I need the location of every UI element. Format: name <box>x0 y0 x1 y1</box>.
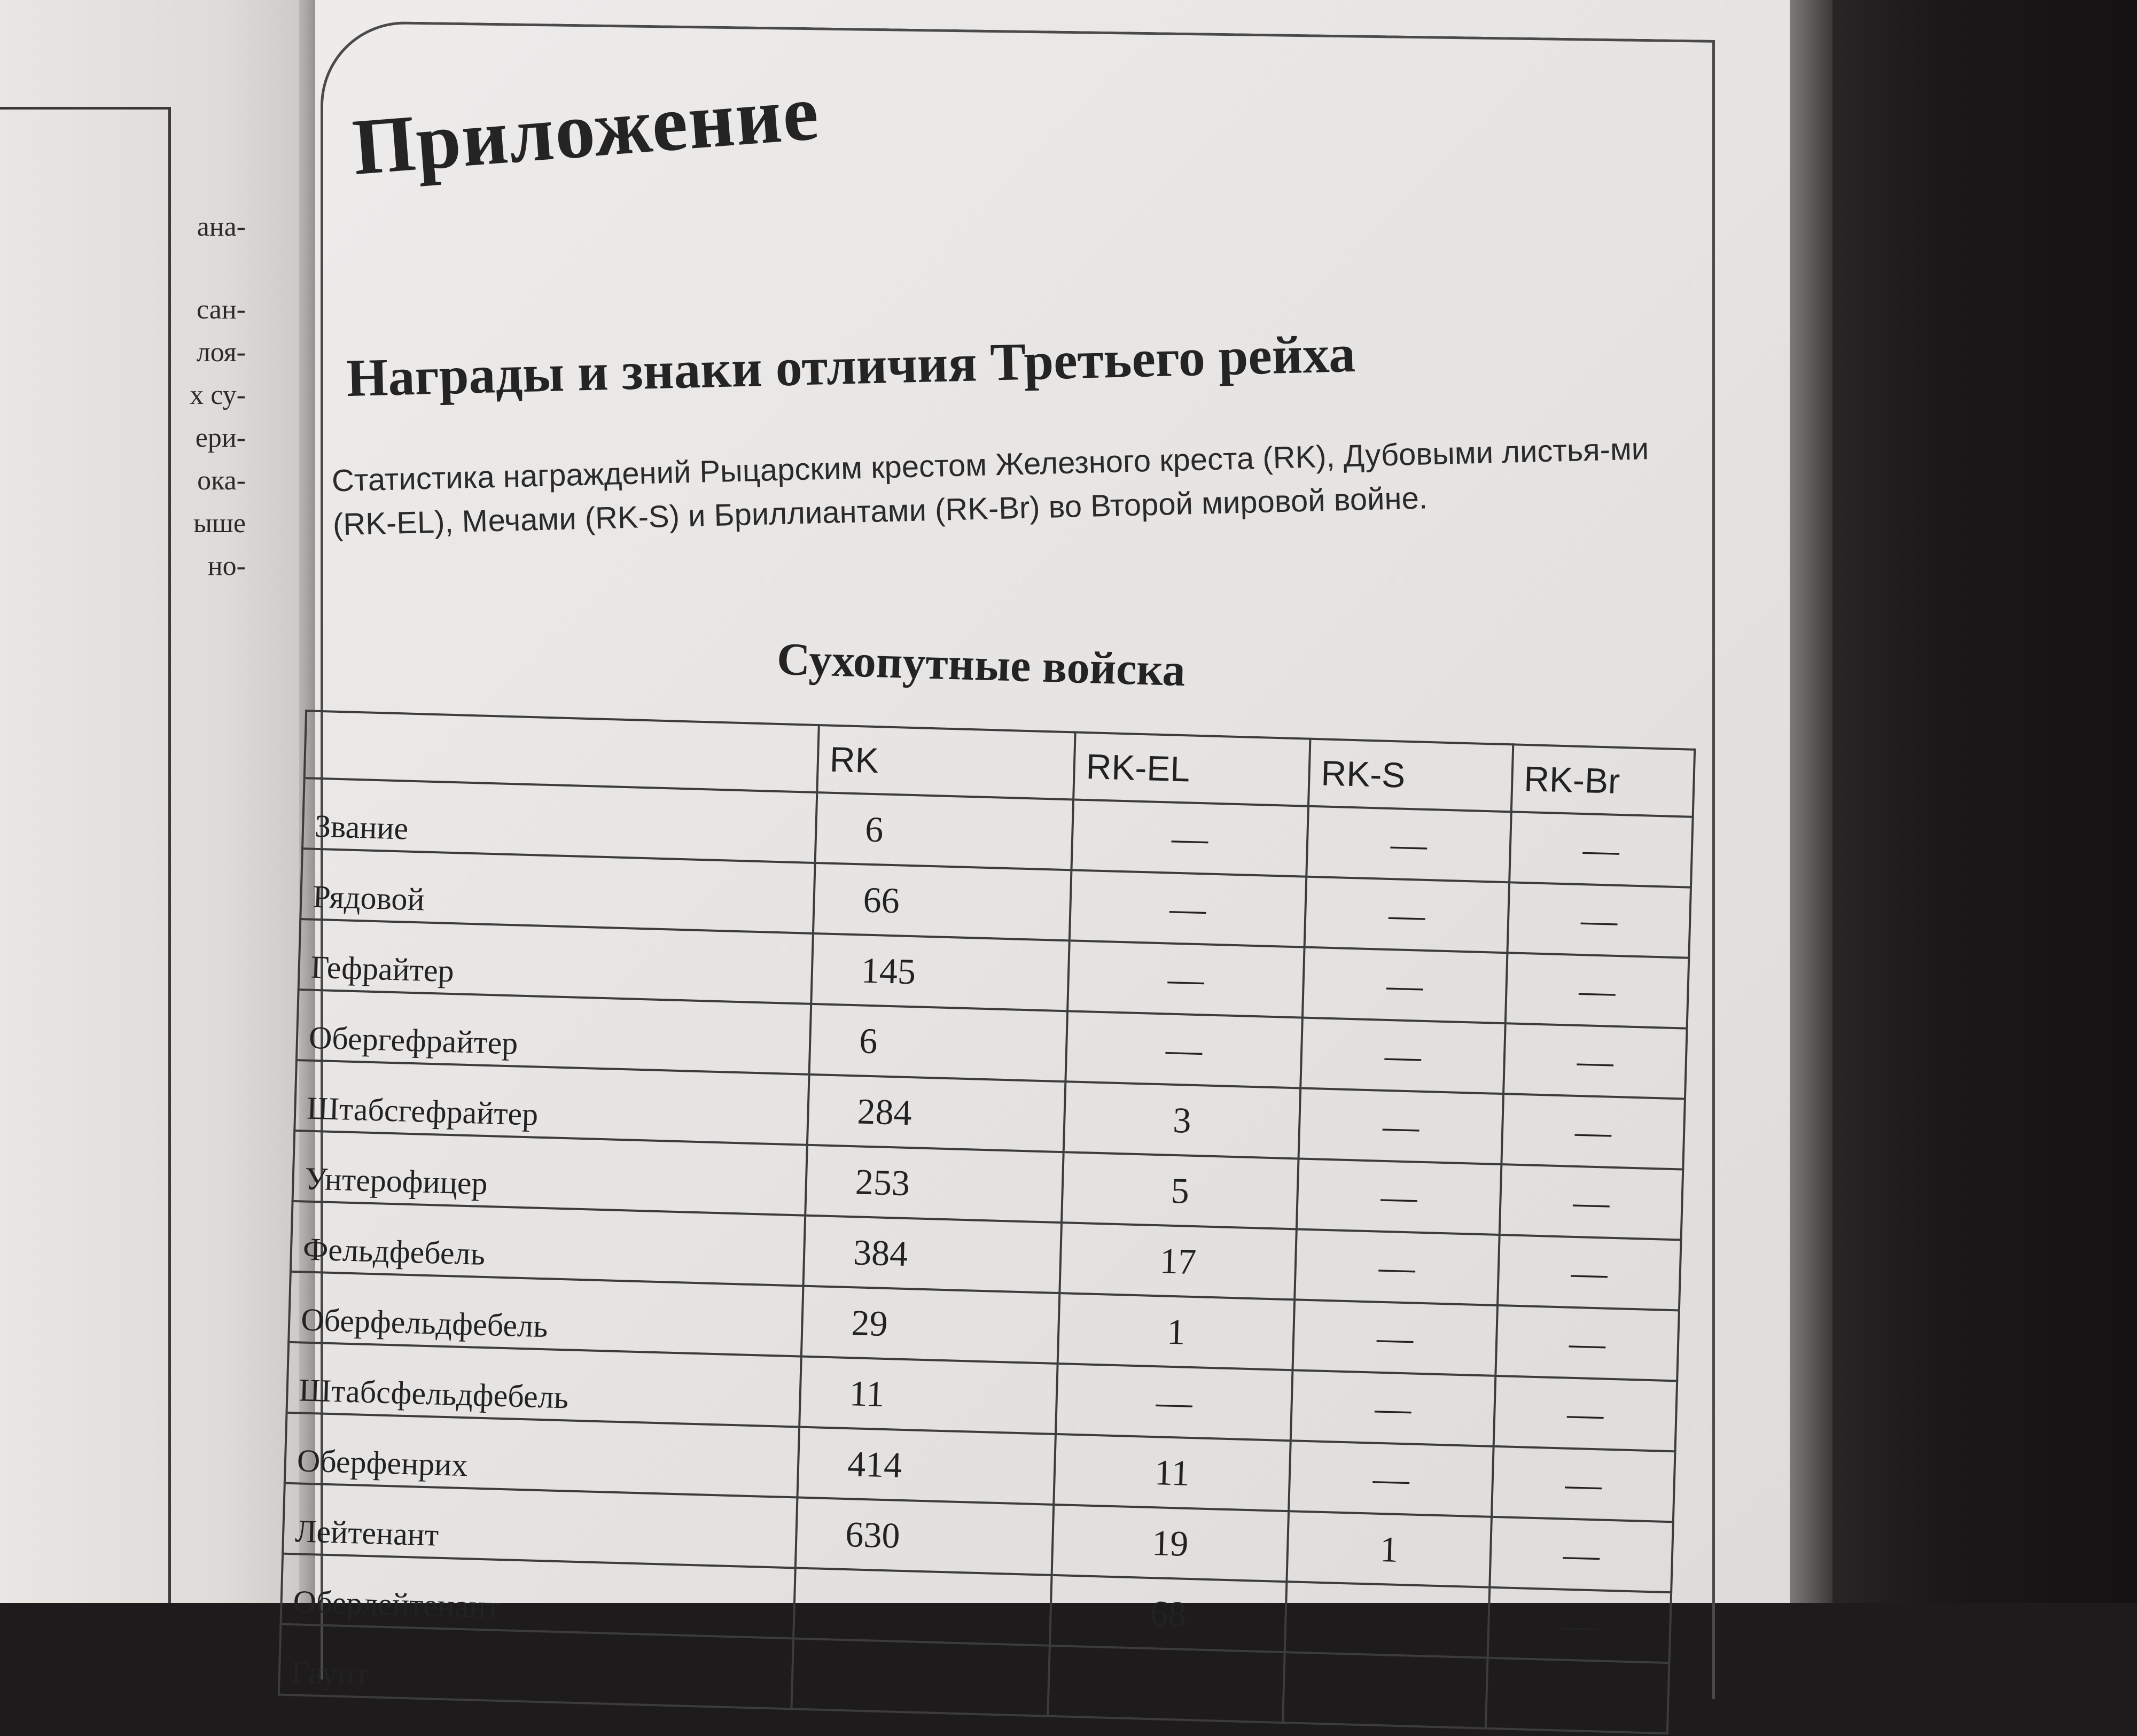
rank-label: Штабсфельдфебель <box>287 1342 801 1427</box>
rank-label: Фельдфебель <box>291 1201 805 1286</box>
cell-rk: 66 <box>813 863 1071 940</box>
left-page-fragment: но- <box>207 551 246 581</box>
cell-rk-s: — <box>1305 877 1510 953</box>
empty-cell <box>1486 1658 1670 1733</box>
cell-rk-el: 5 <box>1062 1152 1299 1229</box>
header-rk-el: RK-EL <box>1073 732 1310 806</box>
cell-rk-el: 17 <box>1059 1223 1297 1299</box>
cell-rk: 6 <box>809 1004 1067 1081</box>
cell-rk-s: — <box>1306 806 1511 883</box>
cell-rk-el: 1 <box>1058 1293 1295 1370</box>
cell-rk: 384 <box>804 1216 1062 1293</box>
cell-rk-br: — <box>1492 1446 1675 1522</box>
rank-label: Рядовой <box>300 848 815 933</box>
cell-rk-el: 68 <box>1050 1575 1287 1652</box>
cell-rk: 145 <box>811 933 1069 1011</box>
cell-rk: 29 <box>801 1286 1059 1364</box>
cell-rk-br: — <box>1500 1164 1683 1240</box>
rank-label: Обергефрайтер <box>297 990 811 1075</box>
cell-rk-s: — <box>1300 1018 1506 1094</box>
table-title: Сухопутные войска <box>776 633 1186 696</box>
rank-label: Оберлейтенант <box>280 1554 795 1639</box>
cell-rk: 11 <box>799 1357 1057 1434</box>
empty-cell <box>1048 1646 1285 1723</box>
empty-cell <box>1283 1652 1488 1729</box>
cell-rk-br: — <box>1501 1094 1685 1169</box>
awards-table <box>278 710 1696 1734</box>
cell-rk: 253 <box>805 1145 1063 1223</box>
appendix-title: Приложение <box>349 67 823 192</box>
rank-label: Штабсгефрайтер <box>294 1060 809 1145</box>
left-page-fragment: ери- <box>195 423 246 453</box>
rank-label: Унтерофицер <box>293 1131 807 1216</box>
cell-rk-s: — <box>1303 947 1508 1024</box>
left-page-fragment: ыше <box>193 508 246 539</box>
cell-rk-s: — <box>1299 1088 1504 1164</box>
left-page-fragment: сан- <box>197 294 246 325</box>
header-rk-s: RK-S <box>1308 739 1513 812</box>
cell-rk-br: — <box>1509 812 1693 887</box>
cell-rk-el: 3 <box>1064 1081 1301 1158</box>
empty-cell <box>791 1638 1049 1716</box>
left-page-fragment: ана- <box>197 212 246 242</box>
cell-rk-br: — <box>1494 1376 1678 1451</box>
table-body <box>279 778 1693 1733</box>
background-right <box>1806 0 2137 1603</box>
cell-rk-el: 11 <box>1054 1434 1291 1511</box>
section-title: Награды и знаки отличия Третьего рейха <box>346 323 1356 408</box>
cell-rk: 630 <box>795 1497 1054 1575</box>
header-rk-br: RK-Br <box>1511 744 1695 816</box>
cell-rk-br: — <box>1489 1517 1673 1592</box>
cell-rk-el: — <box>1056 1364 1293 1441</box>
cell-rk: 6 <box>815 792 1073 870</box>
cell-rk-el: 19 <box>1052 1505 1289 1582</box>
cell-rk-s: — <box>1294 1229 1500 1305</box>
cell-rk-s: — <box>1297 1158 1502 1235</box>
left-page-fragment: х су- <box>190 380 246 410</box>
cell-rk-s: — <box>1292 1299 1498 1376</box>
rank-label: Оберфельдфебель <box>288 1272 803 1357</box>
header-rk: RK <box>817 725 1075 799</box>
cell-rk-el: — <box>1065 1011 1303 1088</box>
left-page-fragment: ока- <box>197 465 246 496</box>
cell-rk-br: — <box>1507 882 1691 957</box>
cell-rk-s: — <box>1289 1441 1494 1517</box>
cell-rk-br: — <box>1495 1305 1679 1381</box>
rank-label: Лейтенант <box>283 1483 797 1568</box>
cell-rk-br: — <box>1506 953 1689 1028</box>
cell-rk-br: — <box>1503 1023 1687 1099</box>
cell-rk: 284 <box>807 1075 1065 1152</box>
cell-rk-br: — <box>1498 1235 1681 1310</box>
rank-label: Гаупт <box>279 1624 793 1709</box>
cell-rk-el: — <box>1067 940 1305 1017</box>
cell-rk-s <box>1285 1582 1490 1658</box>
rank-label: Оберфенрих <box>285 1413 799 1498</box>
cell-rk <box>793 1568 1051 1645</box>
cell-rk-el: — <box>1071 799 1308 876</box>
rank-label: Гефрайтер <box>299 919 813 1004</box>
cell-rk-br: — <box>1488 1587 1672 1663</box>
left-page-fragment: лоя- <box>196 337 246 368</box>
cell-rk: 414 <box>797 1427 1055 1505</box>
cell-rk-s: 1 <box>1286 1511 1492 1587</box>
cell-rk-el: — <box>1070 870 1307 947</box>
cell-rk-s: — <box>1291 1370 1496 1446</box>
rank-label-header: Звание <box>302 778 817 863</box>
lead-paragraph: Статистика награждений Рыцарским крестом Железного креста (RK), Дубовыми листья-ми (RK-EL), Мечами (RK-S) и Бриллиантами (RK-Br) во Второй мировой войне. <box>331 431 1649 542</box>
